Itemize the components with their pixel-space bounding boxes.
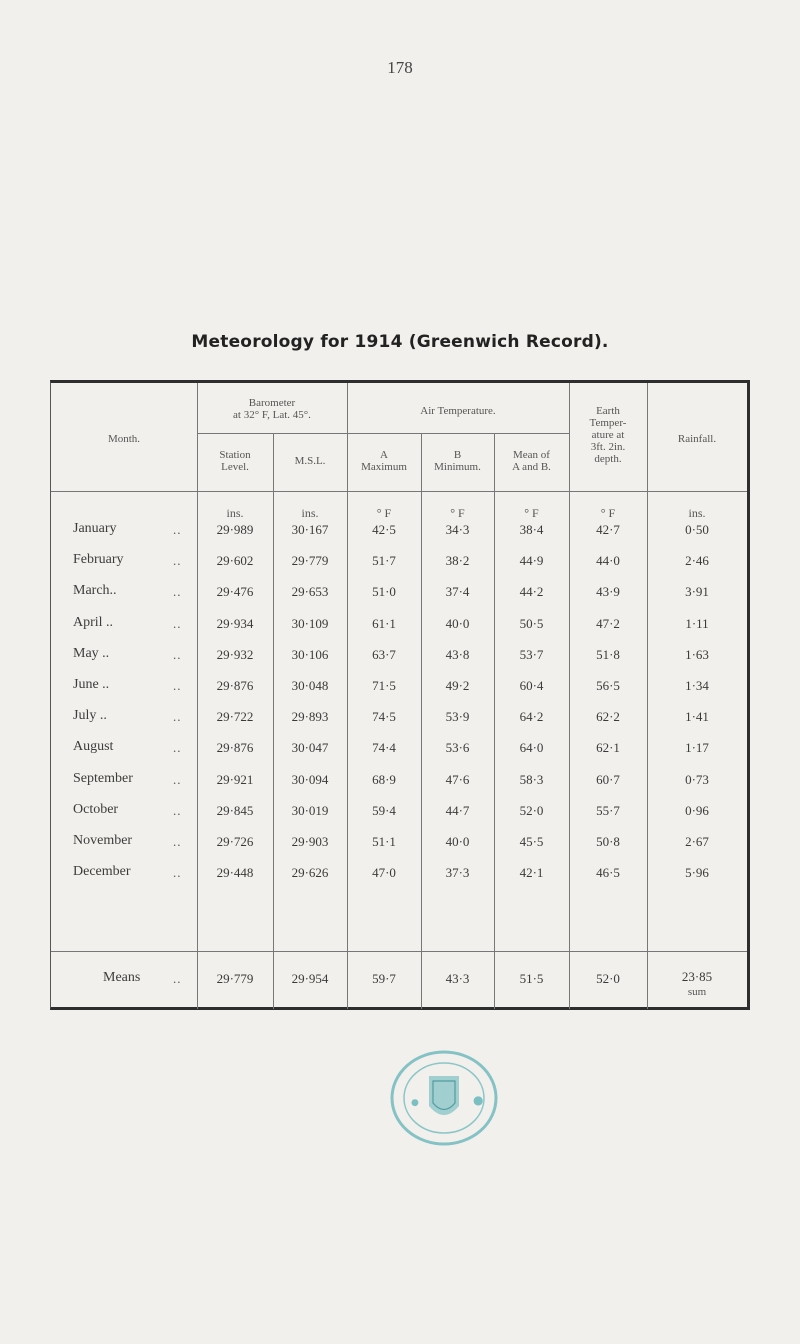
header-barometer-sub: at 32° F, Lat. 45°. [233,409,311,421]
cell-earth: 56·5 [596,678,620,693]
cell-mean: 44·2 [519,584,544,600]
header-rule [197,433,347,434]
cell-max: 74·5 [372,709,396,725]
cell-mean: 64·0 [519,740,544,756]
unit-mean: ° F [524,506,539,520]
header-barometer: Barometer [248,397,296,409]
cell-rain: 2·67 [685,834,709,849]
cell-station: 29·602 [216,553,254,569]
leader-dots: .. [173,584,182,600]
header-earth-3: ature at [591,429,625,441]
cell-min: 38·2 [445,553,470,569]
cell-min: 53·6 [445,740,470,756]
means-earth: 52·0 [596,971,620,986]
header-b-sub: Minimum. [434,461,481,473]
means-rule [51,951,747,952]
cell-station: 29·932 [216,646,254,662]
meteorology-table [50,380,750,1010]
cell-min: 40·0 [445,615,470,631]
month-label: May .. [73,645,110,661]
leader-dots: .. [173,522,182,537]
leader-dots: .. [173,802,182,818]
cell-max: 51·1 [372,834,396,849]
unit-a: ° F [376,506,392,520]
cell-station: 29·876 [216,678,254,693]
page-title: Meteorology for 1914 (Greenwich Record). [191,332,609,352]
cell-msl: 29·903 [291,834,329,849]
header-mean-sub: A and B. [512,461,551,473]
cell-max: 47·0 [372,865,396,881]
col-rule [647,383,648,1009]
means-min: 43·3 [445,971,470,986]
cell-mean: 45·5 [519,834,544,849]
means-label: Means [103,970,141,985]
cell-mean: 44·9 [519,553,544,569]
month-label: January [73,521,117,536]
cell-mean: 60·4 [519,678,544,693]
cell-mean: 52·0 [519,802,544,818]
cell-msl: 30·019 [291,802,329,818]
cell-msl: 29·626 [291,865,329,881]
unit-b: ° F [450,506,465,520]
cell-rain: 1·17 [685,740,709,756]
cell-rain: 1·11 [685,615,709,631]
cell-rain: 0·73 [685,771,709,787]
cell-mean: 53·7 [519,646,544,662]
svg-text:●: ● [411,1098,419,1108]
leader-dots: .. [173,865,182,881]
cell-earth: 62·2 [596,709,620,725]
means-dots: .. [173,971,182,986]
month-label: November [73,833,133,848]
means-station: 29·779 [216,971,254,986]
cell-min: 34·3 [445,522,470,537]
unit-msl: ins. [301,506,319,520]
cell-rain: 1·34 [685,678,709,693]
cell-msl: 30·094 [291,771,329,787]
month-label: December [73,864,131,880]
cell-rain: 2·46 [685,553,709,569]
header-month: Month. [107,433,141,445]
cell-max: 68·9 [372,771,396,787]
cell-max: 63·7 [372,646,396,662]
cell-min: 43·8 [445,646,470,662]
leader-dots: .. [173,709,182,725]
unit-rain: ins. [688,506,706,520]
library-stamp [385,1048,503,1148]
col-rule [347,383,348,1009]
page-number: 178 [387,58,413,77]
cell-min: 37·3 [445,865,470,881]
cell-station: 29·934 [216,615,254,631]
unit-earth: ° F [600,506,616,520]
cell-station: 29·476 [216,584,254,600]
cell-earth: 44·0 [596,553,620,569]
cell-msl: 30·106 [291,646,329,662]
header-earth-2: Temper- [589,417,627,429]
cell-earth: 42·7 [596,522,620,537]
cell-msl: 30·109 [291,615,329,631]
header-earth: Earth [596,405,620,417]
cell-msl: 29·653 [291,584,329,600]
cell-earth: 51·8 [596,646,620,662]
header-rainfall: Rainfall. [677,433,717,445]
cell-rain: 0·96 [685,802,709,818]
cell-min: 47·6 [445,771,470,787]
cell-mean: 58·3 [519,771,544,787]
header-b: B [453,449,462,461]
svg-text:●: ● [473,1093,484,1107]
cell-max: 59·4 [372,802,396,818]
cell-station: 29·876 [216,740,254,756]
cell-max: 74·4 [372,740,396,756]
cell-earth: 46·5 [596,865,620,881]
header-mean: Mean of [513,449,550,461]
cell-station: 29·989 [216,522,254,537]
month-label: August [73,739,114,755]
means-max: 59·7 [372,971,396,986]
cell-max: 71·5 [372,678,396,693]
cell-msl: 30·048 [291,678,329,693]
cell-rain: 3·91 [685,584,709,600]
cell-earth: 55·7 [596,802,620,818]
cell-max: 51·0 [372,584,396,600]
cell-rain: 1·41 [685,709,709,725]
cell-rain: 5·96 [685,865,709,881]
means-rain-note: sum [687,986,707,998]
header-a-sub: Maximum [361,461,407,473]
leader-dots: .. [173,646,182,662]
header-rule [51,491,747,492]
cell-mean: 64·2 [519,709,544,725]
month-label: September [73,770,133,786]
col-rule [197,383,198,1009]
header-station: Station [219,449,251,461]
cell-mean: 42·1 [519,865,544,881]
means-msl: 29·954 [291,971,329,986]
cell-min: 37·4 [445,584,470,600]
leader-dots: .. [173,834,182,849]
cell-station: 29·448 [216,865,254,881]
header-rule [347,433,569,434]
cell-max: 61·1 [372,615,396,631]
cell-earth: 62·1 [596,740,620,756]
month-label: July .. [73,708,107,724]
cell-earth: 43·9 [596,584,620,600]
cell-station: 29·845 [216,802,254,818]
month-label: October [73,801,119,817]
cell-min: 49·2 [445,678,470,693]
month-label: June .. [73,677,110,692]
cell-earth: 50·8 [596,834,620,849]
cell-mean: 38·4 [519,522,544,537]
cell-msl: 30·167 [291,522,329,537]
cell-earth: 47·2 [596,615,620,631]
leader-dots: .. [173,678,182,693]
cell-rain: 1·63 [685,646,709,662]
cell-msl: 29·893 [291,709,329,725]
month-label: March.. [73,583,117,599]
leader-dots: .. [173,615,182,631]
cell-mean: 50·5 [519,615,544,631]
cell-station: 29·921 [216,771,254,787]
col-rule [569,383,570,1009]
month-label: February [73,552,124,568]
leader-dots: .. [173,740,182,756]
cell-station: 29·726 [216,834,254,849]
header-earth-4: 3ft. 2in. [590,441,626,453]
means-mean: 51·5 [519,971,544,986]
month-label: April .. [73,614,114,630]
cell-rain: 0·50 [685,522,709,537]
cell-max: 42·5 [372,522,396,537]
unit-station: ins. [226,506,244,520]
header-earth-5: depth. [594,453,622,465]
header-station-sub: Level. [221,461,249,473]
cell-min: 44·7 [445,802,470,818]
cell-max: 51·7 [372,553,396,569]
leader-dots: .. [173,553,182,569]
header-a: A [380,449,388,461]
cell-min: 53·9 [445,709,470,725]
cell-min: 40·0 [445,834,470,849]
means-rain: 23·85 [681,969,713,984]
cell-msl: 30·047 [291,740,329,756]
leader-dots: .. [173,771,182,787]
cell-station: 29·722 [216,709,254,725]
header-msl: M.S.L. [294,455,326,467]
header-air-temperature: Air Temperature. [420,405,496,417]
cell-msl: 29·779 [291,553,329,569]
cell-earth: 60·7 [596,771,620,787]
